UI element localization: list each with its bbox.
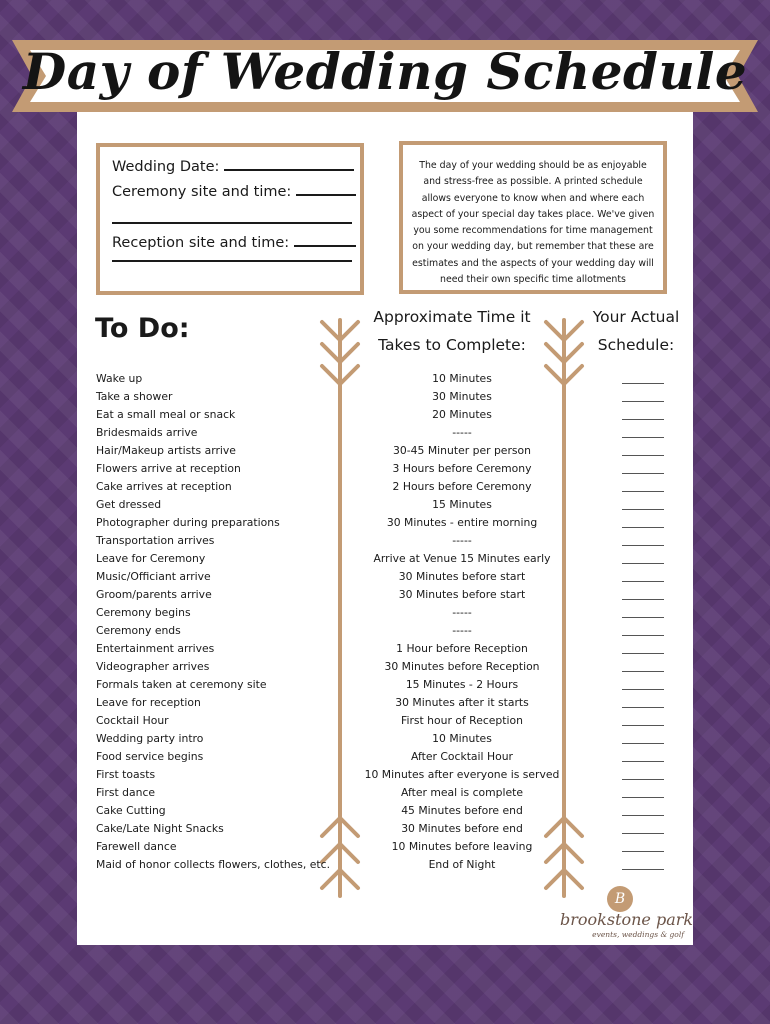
task-label: Photographer during preparations [96,516,280,529]
actual-schedule-blank[interactable] [622,406,664,420]
task-label: Leave for Ceremony [96,552,206,565]
actual-schedule-blank[interactable] [622,370,664,384]
task-label: Ceremony ends [96,624,181,637]
task-label: Formals taken at ceremony site [96,678,267,691]
reception-line-2[interactable] [112,260,352,262]
schedule-row [0,604,770,622]
task-label: Hair/Makeup artists arrive [96,444,236,457]
time-estimate: ----- [452,534,472,547]
actual-schedule-blank[interactable] [622,748,664,762]
time-estimate: 30 Minutes before Reception [384,660,540,673]
schedule-row [0,550,770,568]
task-label: Flowers arrive at reception [96,462,241,475]
time-estimate: 15 Minutes - 2 Hours [405,678,519,691]
actual-schedule-blank[interactable] [622,820,664,834]
task-label: Wake up [96,372,143,385]
schedule-row [0,388,770,406]
time-estimate: ----- [452,606,472,619]
time-estimate: 10 Minutes before leaving [391,840,533,853]
task-label: Music/Officiant arrive [96,570,211,583]
task-label: Take a shower [96,390,173,403]
task-label: Get dressed [96,498,162,511]
schedule-row [0,442,770,460]
task-label: Farewell dance [96,840,177,853]
actual-heading [576,303,696,359]
actual-schedule-blank[interactable] [622,622,664,636]
actual-schedule-blank[interactable] [622,604,664,618]
task-label: Cake arrives at reception [96,480,232,493]
reception-line[interactable] [294,245,356,247]
schedule-row [0,748,770,766]
actual-schedule-blank[interactable] [622,424,664,438]
task-label: Bridesmaids arrive [96,426,198,439]
ceremony-field[interactable] [112,184,348,209]
actual-schedule-blank[interactable] [622,676,664,690]
schedule-row [0,586,770,604]
task-label: Food service begins [96,750,204,763]
actual-schedule-blank[interactable] [622,514,664,528]
actual-schedule-blank[interactable] [622,640,664,654]
time-estimate: 10 Minutes after everyone is served [364,768,560,781]
schedule-row [0,784,770,802]
schedule-row [0,676,770,694]
schedule-row [0,766,770,784]
wedding-date-label: Wedding Date: [112,159,220,175]
schedule-row [0,568,770,586]
intro-box [399,141,667,294]
actual-schedule-blank[interactable] [622,838,664,852]
todo-heading: To Do: [95,313,190,344]
task-label: Cocktail Hour [96,714,169,727]
task-label: Wedding party intro [96,732,204,745]
task-label: First toasts [96,768,156,781]
logo-name: brookstone park [560,910,694,929]
actual-schedule-blank[interactable] [622,442,664,456]
schedule-row [0,712,770,730]
schedule-row [0,532,770,550]
schedule-row [0,622,770,640]
schedule-row [0,478,770,496]
schedule-row [0,694,770,712]
time-estimate: 20 Minutes [432,408,492,421]
time-estimate: 1 Hour before Reception [396,642,528,655]
ceremony-line[interactable] [296,194,356,196]
details-box [96,143,364,295]
task-label: Transportation arrives [96,534,215,547]
time-estimate: 30-45 Minuter per person [393,444,531,457]
wedding-date-field[interactable] [112,159,348,184]
time-estimate: 30 Minutes before end [401,822,523,835]
actual-schedule-blank[interactable] [622,658,664,672]
schedule-row [0,838,770,856]
schedule-row [0,460,770,478]
time-estimate: 3 Hours before Ceremony [392,462,532,475]
time-estimate: 30 Minutes before start [398,588,526,601]
time-estimate: 30 Minutes after it starts [395,696,529,709]
task-label: First dance [96,786,156,799]
logo-monogram: B [607,886,633,912]
schedule-row [0,370,770,388]
time-estimate: 30 Minutes [432,390,492,403]
time-estimate: 10 Minutes [432,732,492,745]
actual-schedule-blank[interactable] [622,712,664,726]
schedule-row [0,514,770,532]
reception-label: Reception site and time: [112,235,290,251]
intro-text: The day of your wedding should be as enjoyable and stress-free as possible. A printed schedule allows everyone to know when and where each aspect of your special day takes place. We've given you some recommendations for time management on your wedding day, but remember that these are estimates and the aspects of your wedding day will need their own specific time allotments [411,160,655,286]
actual-heading-line2: Schedule: [597,336,675,354]
schedule-row [0,730,770,748]
task-label: Ceremony begins [96,606,191,619]
actual-schedule-blank[interactable] [622,568,664,582]
time-estimate: ----- [452,426,472,439]
schedule-row [0,640,770,658]
page-title: Day of Wedding Schedule [22,42,748,101]
time-estimate: 2 Hours before Ceremony [392,480,532,493]
actual-schedule-blank[interactable] [622,388,664,402]
actual-schedule-blank[interactable] [622,856,664,870]
actual-schedule-blank[interactable] [622,730,664,744]
time-estimate: Arrive at Venue 15 Minutes early [373,552,551,565]
time-estimate: ----- [452,624,472,637]
actual-schedule-blank[interactable] [622,460,664,474]
schedule-row [0,496,770,514]
task-label: Leave for reception [96,696,201,709]
time-estimate: After meal is complete [400,786,524,799]
time-estimate: After Cocktail Hour [411,750,513,763]
task-label: Cake Cutting [96,804,166,817]
actual-schedule-blank[interactable] [622,496,664,510]
schedule-row [0,820,770,838]
schedule-row [0,658,770,676]
time-heading [362,303,542,359]
schedule-row [0,406,770,424]
schedule-row [0,802,770,820]
time-estimate: 15 Minutes [432,498,492,511]
time-estimate: First hour of Reception [401,714,523,727]
schedule-list [0,370,770,874]
schedule-row [0,424,770,442]
time-estimate: 30 Minutes before start [398,570,526,583]
task-label: Videographer arrives [96,660,210,673]
actual-schedule-blank[interactable] [622,478,664,492]
ceremony-label: Ceremony site and time: [112,184,292,200]
actual-schedule-blank[interactable] [622,550,664,564]
task-label: Cake/Late Night Snacks [96,822,224,835]
title-banner [12,38,758,114]
actual-schedule-blank[interactable] [622,766,664,780]
wedding-date-line[interactable] [224,169,354,171]
actual-schedule-blank[interactable] [622,802,664,816]
brookstone-park-logo [560,886,694,948]
actual-schedule-blank[interactable] [622,586,664,600]
time-heading-line1: Approximate Time it [373,308,531,326]
time-estimate: 45 Minutes before end [401,804,523,817]
time-heading-line2: Takes to Complete: [378,336,526,354]
time-estimate: End of Night [428,858,496,871]
task-label: Maid of honor collects flowers, clothes, etc. [96,858,331,871]
schedule-row [0,856,770,874]
time-estimate: 10 Minutes [432,372,492,385]
logo-tagline: events, weddings & golf [592,930,684,939]
actual-schedule-blank[interactable] [622,694,664,708]
reception-field[interactable] [112,235,348,260]
actual-heading-line1: Your Actual [592,308,680,326]
actual-schedule-blank[interactable] [622,784,664,798]
task-label: Entertainment arrives [96,642,215,655]
task-label: Eat a small meal or snack [96,408,236,421]
task-label: Groom/parents arrive [96,588,212,601]
time-estimate: 30 Minutes - entire morning [386,516,538,529]
actual-schedule-blank[interactable] [622,532,664,546]
